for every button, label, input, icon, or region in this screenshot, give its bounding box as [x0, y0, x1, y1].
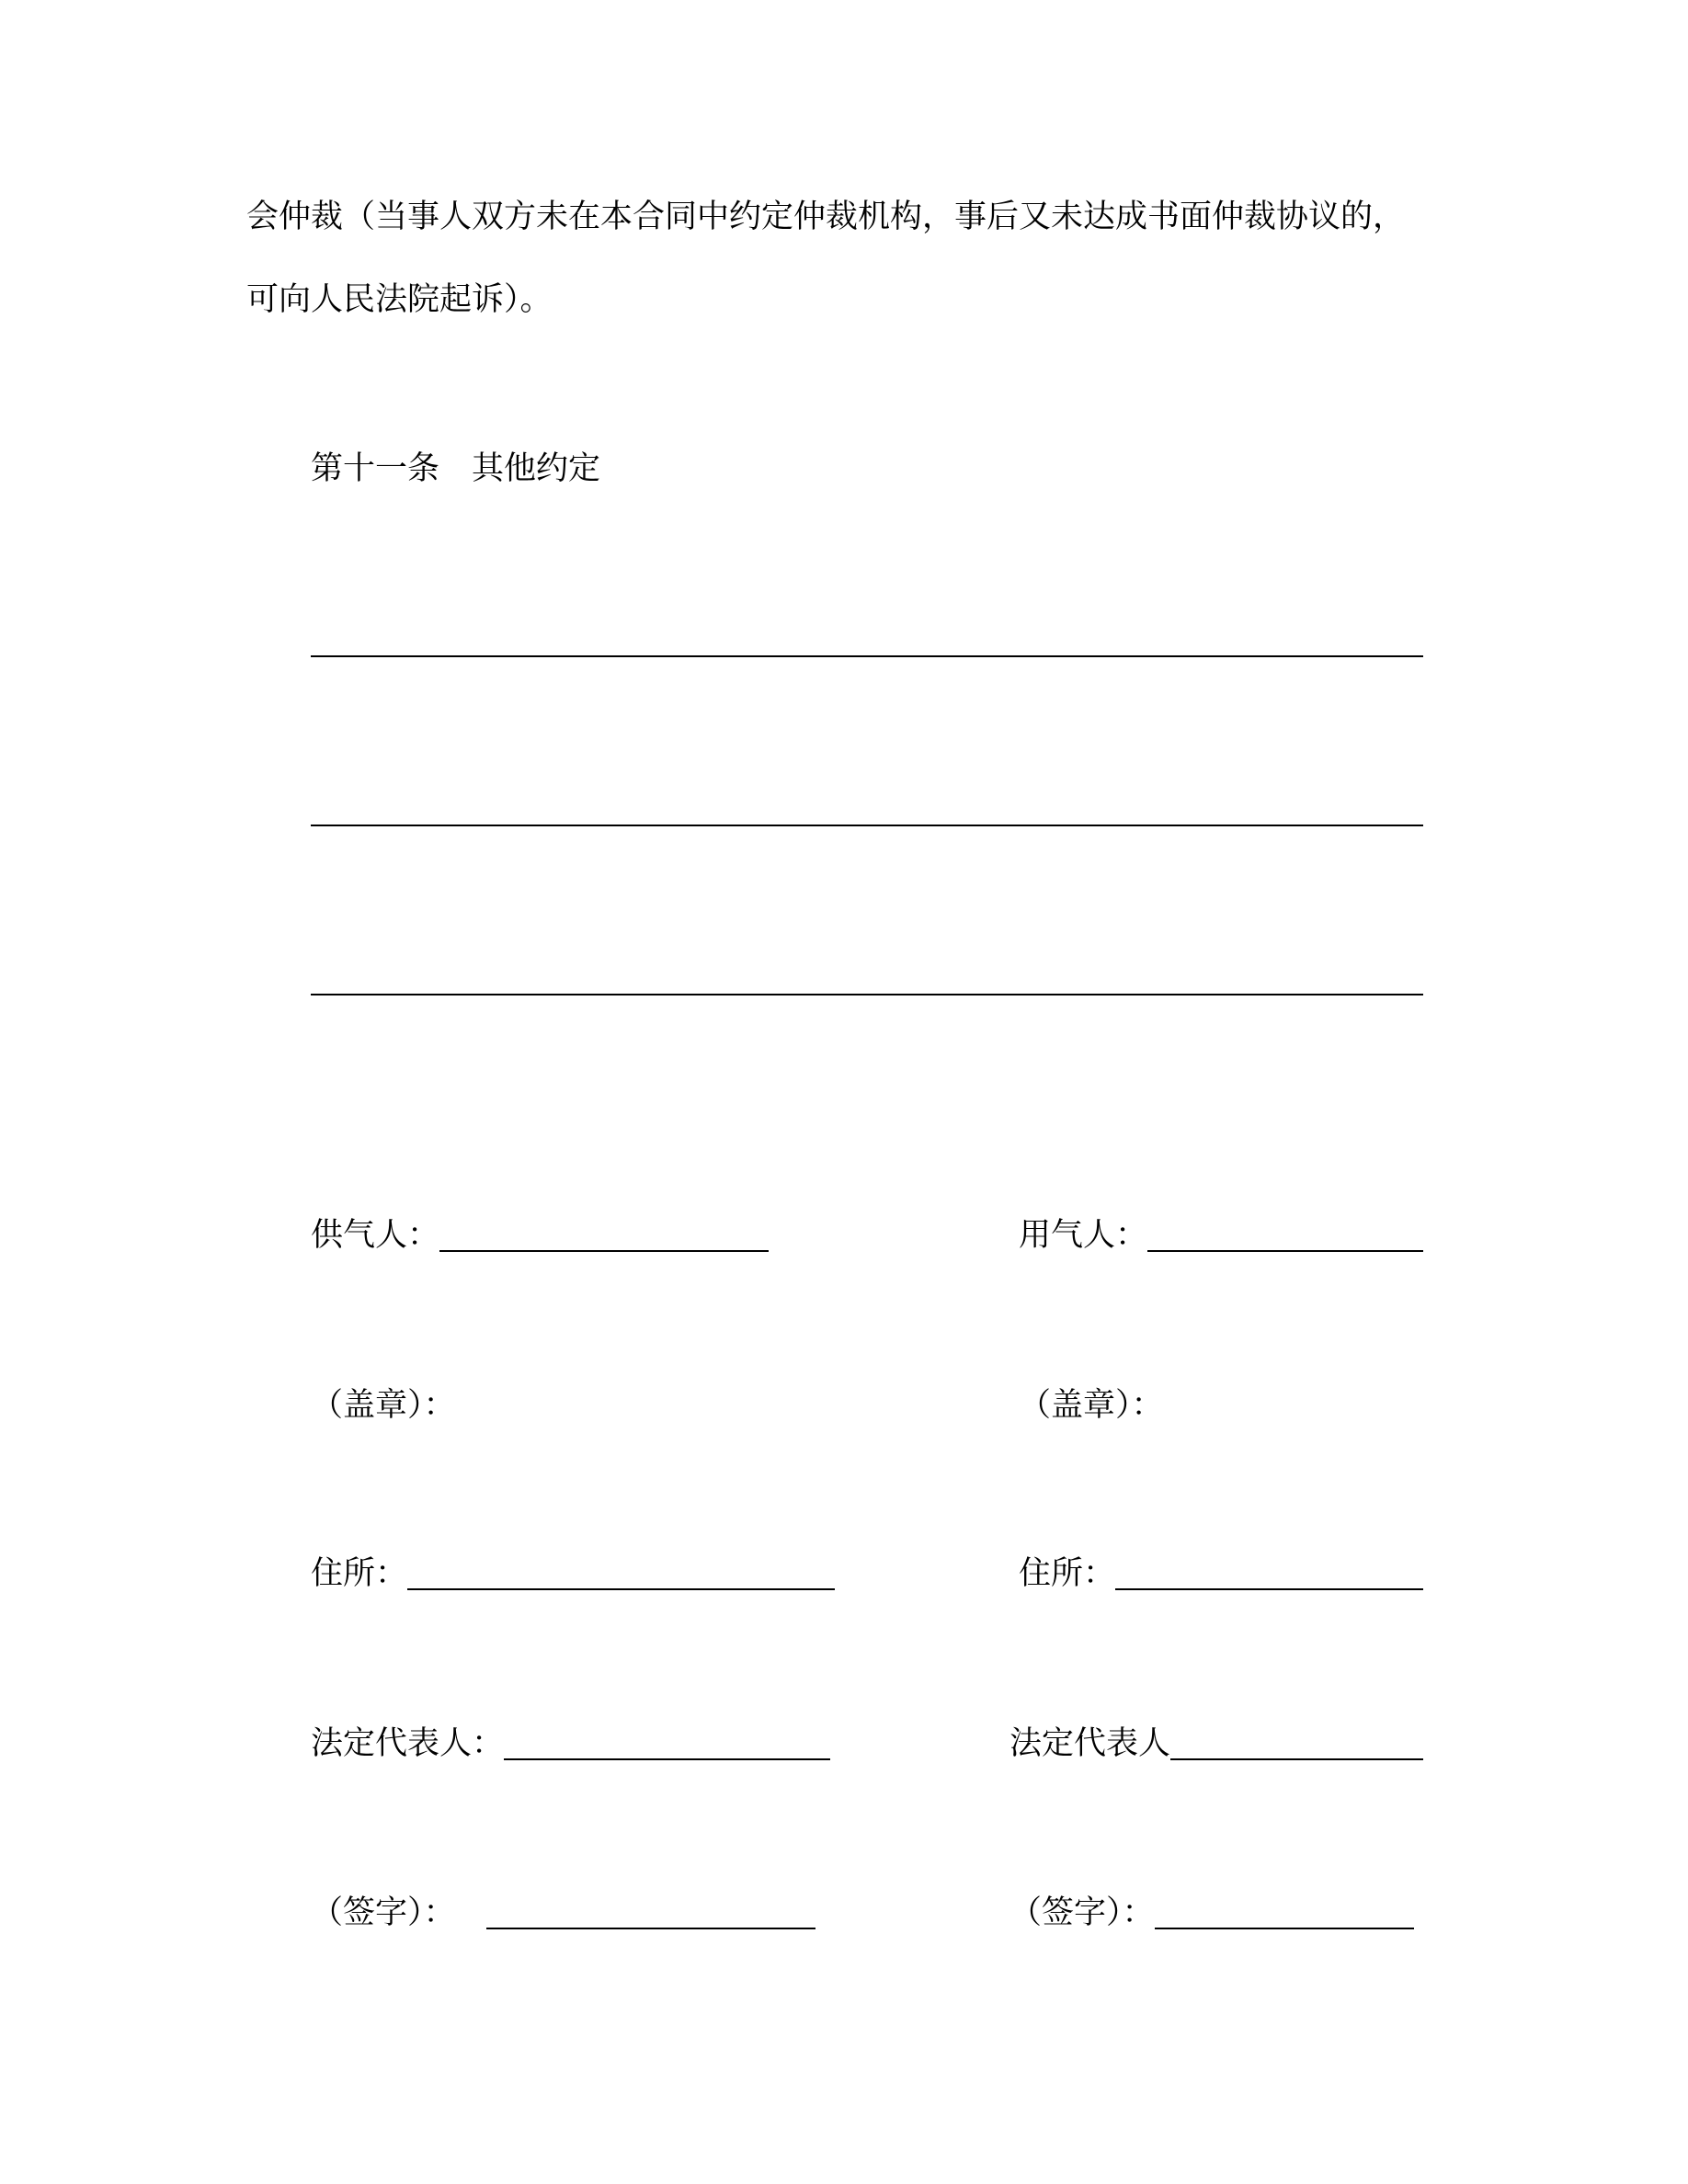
paragraph-line-2: 可向人民法院起诉）。 — [246, 281, 553, 318]
supplier-address-label: 住所： — [311, 1555, 408, 1592]
supplier-sign-row — [311, 1894, 815, 1931]
blank-line-2[interactable] — [311, 825, 1423, 826]
blank-line-3[interactable] — [311, 994, 1423, 995]
supplier-seal-label: （盖章）： — [311, 1387, 456, 1424]
supplier-address-field[interactable] — [407, 1563, 835, 1590]
user-sign-field[interactable] — [1155, 1902, 1414, 1929]
user-legal-rep-field[interactable] — [1170, 1733, 1423, 1760]
user-legal-rep-row — [1009, 1725, 1423, 1762]
supplier-sign-label: （签字）： — [311, 1894, 456, 1931]
user-address-field[interactable] — [1115, 1563, 1423, 1590]
supplier-seal-row — [311, 1387, 456, 1424]
user-address-label: 住所： — [1019, 1555, 1116, 1592]
supplier-legal-rep-field[interactable] — [504, 1733, 830, 1760]
user-sign-row — [1009, 1894, 1414, 1931]
supplier-address-row — [311, 1555, 835, 1592]
supplier-field[interactable] — [439, 1224, 769, 1252]
supplier-label: 供气人： — [311, 1217, 440, 1254]
user-legal-rep-label: 法定代表人 — [1009, 1725, 1171, 1762]
user-sign-label: （签字）： — [1009, 1894, 1155, 1931]
supplier-row — [311, 1217, 769, 1254]
article-heading: 第十一条 其他约定 — [311, 450, 601, 487]
user-field[interactable] — [1147, 1224, 1423, 1252]
user-address-row — [1019, 1555, 1423, 1592]
user-row — [1019, 1217, 1423, 1254]
blank-line-1[interactable] — [311, 655, 1423, 657]
user-seal-label: （盖章）： — [1019, 1387, 1164, 1424]
user-seal-row — [1019, 1387, 1164, 1424]
supplier-legal-rep-label: 法定代表人： — [311, 1725, 505, 1762]
user-label: 用气人： — [1019, 1217, 1148, 1254]
paragraph-line-1: 会仲裁（当事人双方未在本合同中约定仲裁机构，事后又未达成书面仲裁协议的， — [246, 199, 1406, 235]
supplier-sign-field[interactable] — [486, 1902, 815, 1929]
supplier-legal-rep-row — [311, 1725, 830, 1762]
